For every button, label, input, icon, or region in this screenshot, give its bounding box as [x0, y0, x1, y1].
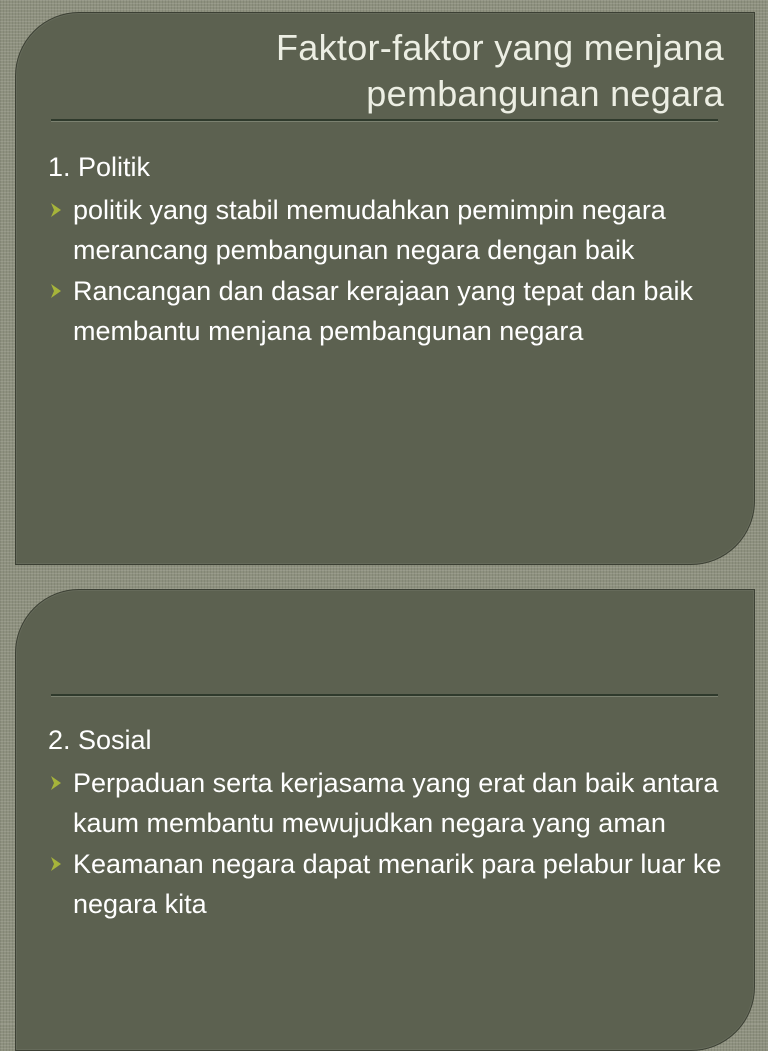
slide-title [124, 25, 724, 117]
list-item [48, 271, 724, 352]
title-divider [51, 119, 718, 122]
bullet-text: Perpaduan serta kerjasama yang erat dan baik antara kaum membantu mewujudkan negara yang aman [73, 767, 719, 838]
arrow-bullet-icon [50, 856, 62, 872]
arrow-bullet-icon [50, 202, 62, 218]
slide-content [48, 147, 724, 352]
slide-content [48, 720, 724, 925]
slide-politik [15, 12, 755, 565]
section-heading-sosial: 2. Sosial [48, 725, 152, 755]
section-heading-politik: 1. Politik [48, 152, 151, 182]
bullet-text: Keamanan negara dapat menarik para pelabur luar ke negara kita [73, 848, 722, 919]
bullet-text: Rancangan dan dasar kerajaan yang tepat dan baik membantu menjana pembangunan negara [73, 275, 693, 346]
list-item [48, 190, 724, 271]
list-item [48, 844, 724, 925]
bullet-text: politik yang stabil memudahkan pemimpin negara merancang pembangunan negara dengan baik [73, 194, 666, 265]
arrow-bullet-icon [50, 283, 62, 299]
slide-sosial [15, 589, 755, 1051]
bullet-list [48, 763, 724, 925]
bullet-list [48, 190, 724, 352]
title-divider [51, 694, 718, 697]
arrow-bullet-icon [50, 775, 62, 791]
title-line-1: Faktor-faktor yang menjana [275, 27, 724, 68]
list-item [48, 763, 724, 844]
title-line-2: pembangunan negara [366, 73, 724, 114]
